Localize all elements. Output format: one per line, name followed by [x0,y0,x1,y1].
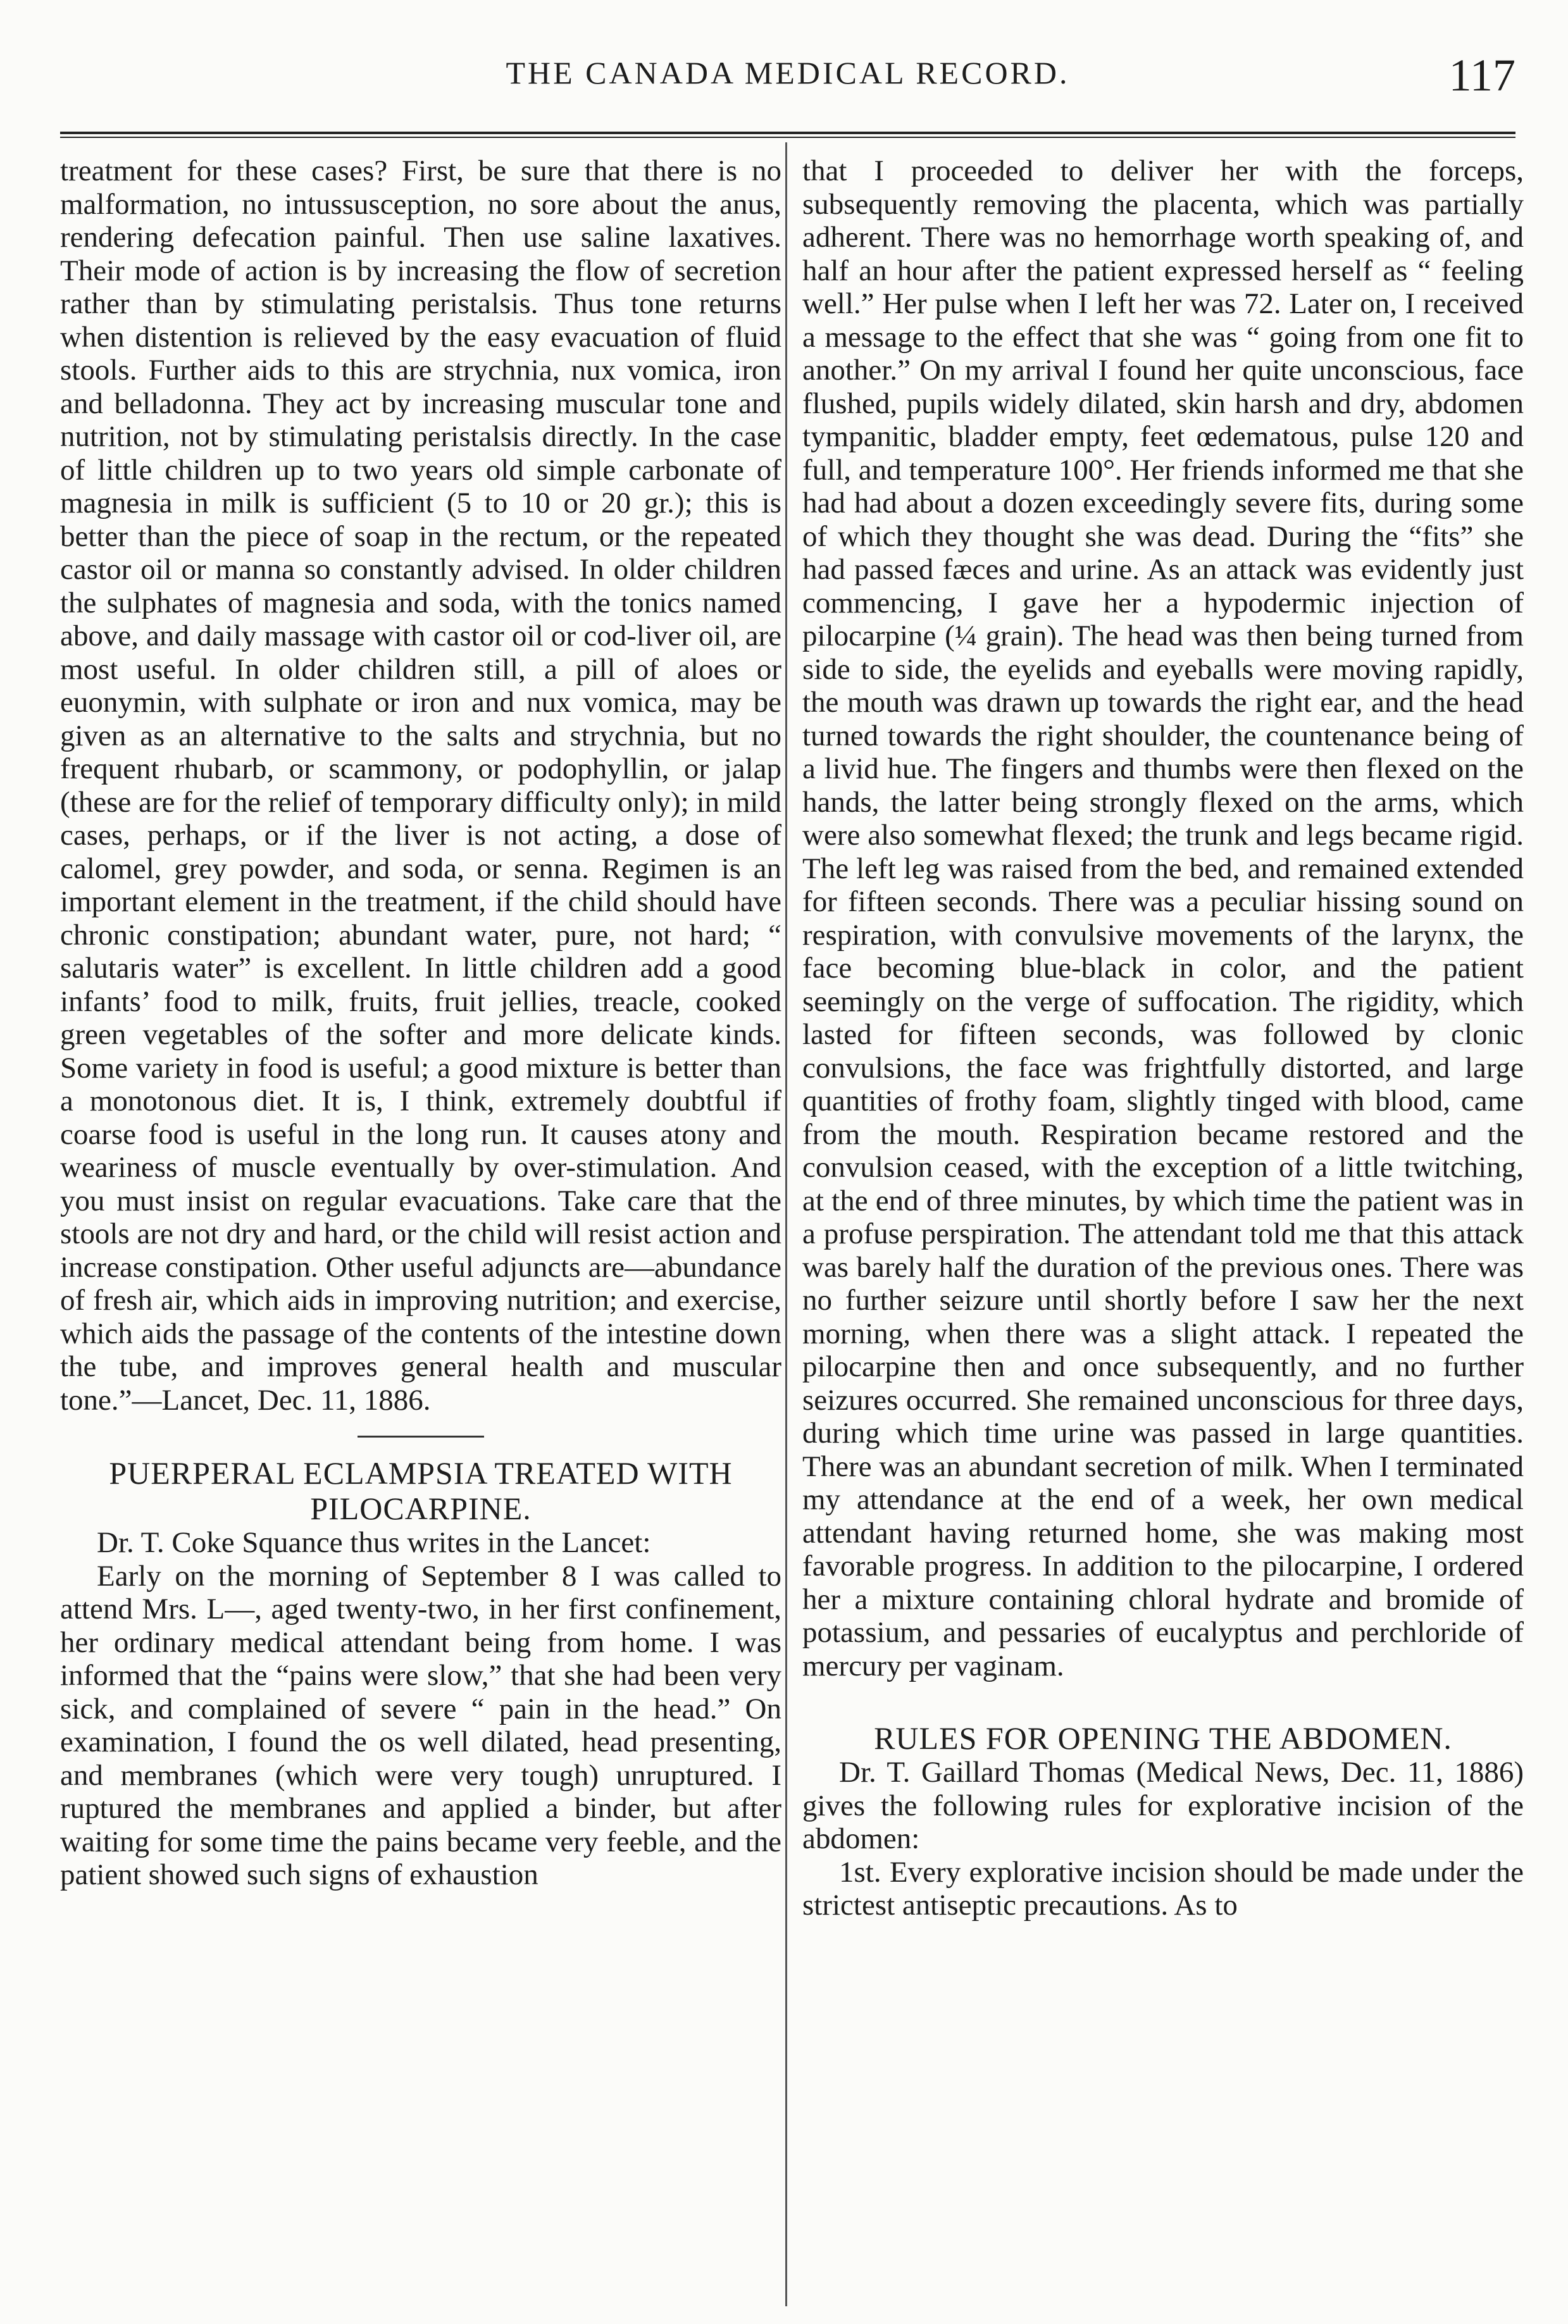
abdomen-rule-1: 1st. Every explorative incision should be made under the strictest antiseptic precautions. As to [802,1855,1524,1922]
eclampsia-case-start: Early on the morning of September 8 I was called to attend Mrs. L—, aged twenty-two, in her first confinement, her ordinary medical attendant being from home. I was informed that the “pains were slow,” that she had been very sick, and complained of severe “ pain in the head.” On examination, I found the os well dilated, head presenting, and membranes (which were very tough) unruptured. I ruptured the membranes and applied a binder, but after waiting for some time the pains became very feeble, and the patient showed such signs of exhaustion [60,1559,781,1891]
left-column [60,154,781,2318]
column-divider [785,142,787,2306]
eclampsia-case-continued: that I proceeded to deliver her with the forceps, subsequently removing the placenta, which was partially adherent. There was no hemorrhage worth speaking of, and half an hour after the patient expressed herself as “ feeling well.” Her pulse when I left her was 72. Later on, I received a message to the effect that she was “ going from one fit to another.” On my arrival I found her quite unconscious, face flushed, pupils widely dilated, skin harsh and dry, abdomen tympanitic, bladder empty, feet œdematous, pulse 120 and full, and temperature 100°. Her friends informed me that she had had about a dozen exceedingly severe fits, during some of which they thought she was dead. During the “fits” she had passed fæces and urine. As an attack was evidently just commencing, I gave her a hypodermic injection of pilocarpine (¼ grain). The head was then being turned from side to side, the eyelids and eyeballs were moving rapidly, the mouth was drawn up towards the right ear, and the head turned towards the right shoulder, the countenance being of a livid hue. The fingers and thumbs were then flexed on the hands, the latter being strongly flexed on the arms, which were also somewhat flexed; the trunk and legs became rigid. The left leg was raised from the bed, and remained extended for fifteen seconds. There was a peculiar hissing sound on respiration, with convulsive movements of the larynx, the face becoming blue-black in color, and the patient seemingly on the verge of suffocation. The rigidity, which lasted for fifteen seconds, was followed by clonic convulsions, the face was frightfully distorted, and large quantities of frothy foam, slightly tinged with blood, came from the mouth. Respiration became restored and the convulsion ceased, with the exception of a little twitching, at the end of three minutes, by which time the patient was in a profuse perspiration. The attendant told me that this attack was barely half the duration of the previous ones. There was no further seizure until shortly before I saw her the next morning, when there was a slight attack. I repeated the pilocarpine then and once subsequently, and no further seizures occurred. She remained unconscious for three days, during which time urine was passed in large quantities. There was an abundant secretion of milk. When I terminated my attendance at the end of a week, her own medical attendant having returned home, she was making most favorable progress. In addition to the pilocarpine, I ordered her a mixture containing chloral hydrate and bromide of potassium, and pessaries of eucalyptus and perchloride of mercury per vaginam. [802,154,1524,1682]
header-rule [60,132,1515,134]
eclampsia-intro: Dr. T. Coke Squance thus writes in the Lancet: [97,1526,651,1559]
section-heading-eclampsia: PUERPERAL ECLAMPSIA TREATED WITH PILOCARPINE. [109,1455,733,1526]
page-number: 117 [1448,50,1515,101]
constipation-paragraph: treatment for these cases? First, be sure that there is no malformation, no intussusception, no sore about the anus, rendering defecation painful. Then use saline laxatives. Their mode of action is by increasing the flow of secretion rather than by stimulating peristalsis. Thus tone returns when distention is relieved by the easy evacuation of fluid stools. Further aids to this are strychnia, nux vomica, iron and belladonna. They act by increasing muscular tone and nutrition, not by stimulating peristalsis directly. In the case of little children up to two years old simple carbonate of magnesia in milk is sufficient (5 to 10 or 20 gr.); this is better than the piece of soap in the rectum, or the repeated castor oil or manna so constantly advised. In older children the sulphates of magnesia and soda, with the tonics named above, and daily massage with castor oil or cod-liver oil, are most useful. In older children still, a pill of aloes or euonymin, with sulphate or iron and nux vomica, may be given as an alternative to the salts and strychnia, but no frequent rhubarb, or scammony, or podophyllin, or jalap (these are for the relief of temporary difficulty only); in mild cases, perhaps, or if the liver is not acting, a dose of calomel, grey powder, and soda, or senna. Regimen is an important element in the treatment, if the child should have chronic constipation; abundant water, pure, not hard; “ salutaris water” is excellent. In little children add a good infants’ food to milk, fruits, fruit jellies, treacle, cooked green vegetables of the softer and more delicate kinds. Some variety in food is useful; a good mixture is better than a monotonous diet. It is, I think, extremely doubtful if coarse food is useful in the long run. It causes atony and weariness of muscle eventually by over-stimulation. And you must insist on regular evacuations. Take care that the stools are not dry and hard, or the child will resist action and increase constipation. Other useful adjuncts are—abundance of fresh air, which aids in improving nutrition; and exercise, which aids the passage of the contents of the intestine down the tube, and improves general health and muscular tone.”—Lancet, Dec. 11, 1886. [60,154,781,1417]
page-header [60,49,1515,106]
section-separator [358,1436,484,1438]
running-title: THE CANADA MEDICAL RECORD. [506,55,1070,90]
section-heading-abdomen: RULES FOR OPENING THE ABDOMEN. [874,1720,1452,1756]
abdomen-intro: Dr. T. Gaillard Thomas (Medical News, Dec. 11, 1886) gives the following rules for explorative incision of the abdomen: [802,1756,1524,1855]
right-column [802,154,1524,2318]
header-rule-thin [60,137,1515,138]
